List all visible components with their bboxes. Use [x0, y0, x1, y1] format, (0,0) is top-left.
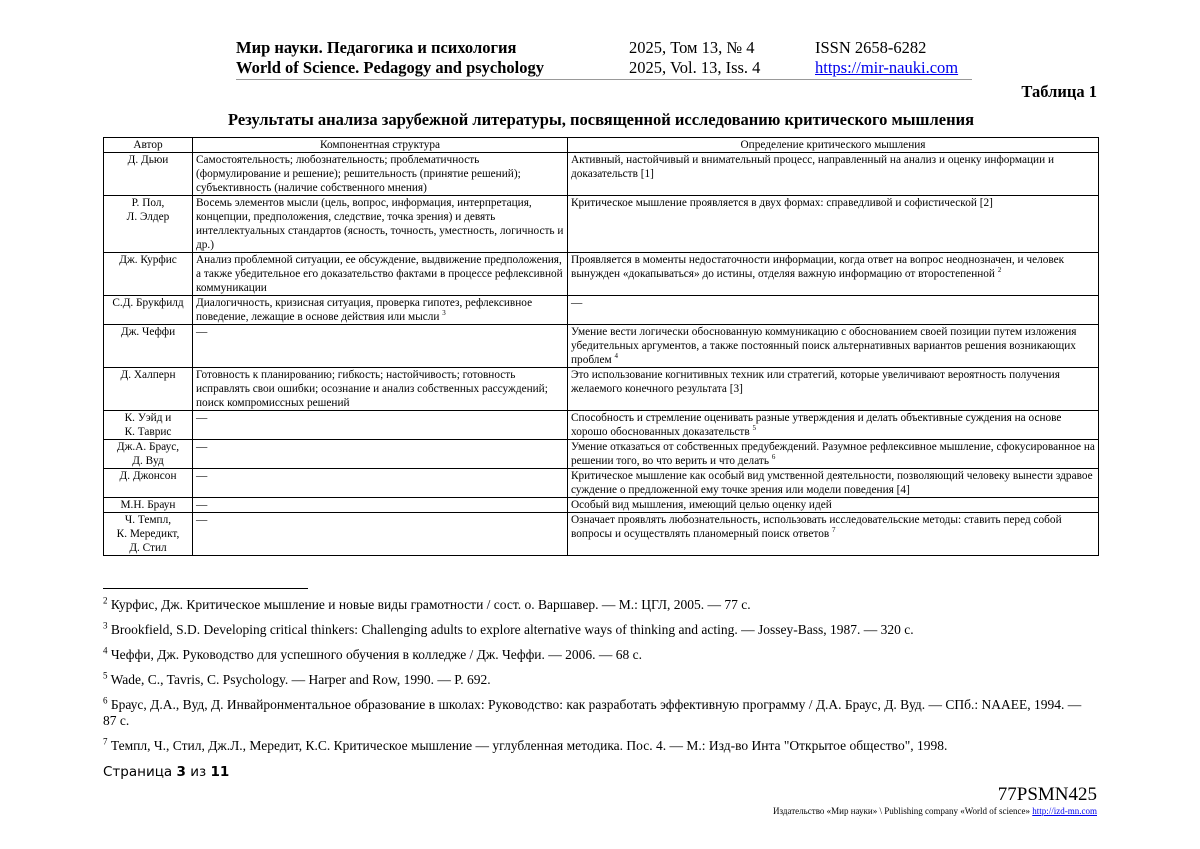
author-line: Дж.А. Браус,: [116, 441, 180, 453]
author-cell: [104, 440, 193, 469]
publisher-line: [773, 806, 1097, 816]
table-row: [104, 153, 1099, 196]
definition-cell: [568, 440, 1099, 469]
table-row: [104, 325, 1099, 368]
table-row: [104, 498, 1099, 513]
definition-cell-text: Это использование когнитивных техник или стратегий, которые увеличивают вероятность получения желаемого конечного результата [3]: [571, 369, 1060, 395]
author-cell: [104, 325, 193, 368]
journal-url-link[interactable]: https://mir-nauki.com: [815, 58, 959, 77]
structure-cell-text: Готовность к планированию; гибкость; настойчивость; готовность исправлять свои ошибки; осознание и анализ собственных рассуждений; поиск компромиссных решений: [196, 369, 548, 409]
structure-cell: [193, 411, 568, 440]
author-line: К. Мередикт,: [116, 528, 180, 540]
definition-cell: [568, 253, 1099, 296]
volume-en: 2025, Vol. 13, Iss. 4: [629, 58, 761, 77]
footnote-text: Brookfield, S.D. Developing critical thinkers: Challenging adults to explore alternative ways of thinking and acting. — Jossey-Bass, 1987. — 320 с.: [110, 622, 914, 637]
author-line: Дж. Чеффи: [120, 326, 176, 338]
structure-cell-text: —: [196, 326, 208, 338]
footnote-ref: 2: [997, 266, 1002, 275]
col-header-structure: Компонентная структура: [193, 138, 568, 153]
author-line: Дж. Курфис: [119, 254, 177, 266]
structure-cell: [193, 296, 568, 325]
table-row: [104, 196, 1099, 253]
structure-cell: [193, 513, 568, 556]
definition-cell-text: Особый вид мышления, имеющий целью оценку идей: [571, 499, 832, 511]
page-current: 3: [176, 764, 186, 780]
footnote-number: 4: [103, 645, 108, 656]
footnote-number: 7: [103, 736, 108, 747]
footnotes: [103, 597, 1098, 763]
publisher-link[interactable]: http://izd-mn.com: [1032, 806, 1097, 816]
structure-cell-text: Самостоятельность; любознательность; проблематичность (формулирование и решение); решительность (принятие решений); субъективность (наличие собственного мнения): [196, 154, 521, 194]
col-header-author: Автор: [104, 138, 193, 153]
footnote-number: 5: [103, 670, 108, 681]
page-total: 11: [210, 764, 230, 780]
structure-cell-text: Восемь элементов мысли (цель, вопрос, информация, интерпретация, концепции, предположения, следствие, точка зрения) и девять интеллектуальных стандартов (ясность, точность, уместность, логичность и др.): [196, 197, 564, 251]
journal-title-en: World of Science. Pedagogy and psychology: [236, 58, 545, 77]
footnote-ref: 6: [771, 453, 776, 462]
journal-title-ru: Мир науки. Педагогика и психология: [236, 38, 517, 57]
volume-ru: 2025, Том 13, № 4: [629, 38, 755, 57]
table-title: Результаты анализа зарубежной литературы, посвященной исследованию критического мышления: [227, 110, 975, 129]
definition-cell: [568, 513, 1099, 556]
structure-cell-text: —: [196, 499, 208, 511]
structure-cell: [193, 469, 568, 498]
definition-cell-text: Проявляется в моменты недостаточности информации, когда ответ на вопрос неоднозначен, и человек вынужден «докапываться» до истины, отделяя важную информацию от второстепенной: [571, 254, 1065, 280]
structure-cell: [193, 325, 568, 368]
definition-cell-text: Умение вести логически обоснованную коммуникацию с обоснованием своей позиции путем изложения убедительных аргументов, а также постоянный поиск альтернативных вариантов решения возникающих проблем: [571, 326, 1077, 366]
definition-cell-text: Означает проявлять любознательность, использовать исследовательские методы: ставить перед собой вопросы и осуществлять планомерный поиск ответов: [571, 514, 1062, 540]
author-line: Д. Джонсон: [119, 470, 177, 482]
journal-header: [236, 38, 972, 78]
structure-cell-text: —: [196, 441, 208, 453]
table-row: [104, 253, 1099, 296]
author-line: Д. Халперн: [120, 369, 176, 381]
author-line: С.Д. Брукфилд: [112, 297, 184, 309]
literature-table: [103, 137, 1099, 556]
footnote: [103, 697, 1098, 729]
document-code: 77PSMN425: [997, 784, 1097, 805]
structure-cell: [193, 368, 568, 411]
table-label: Таблица 1: [1021, 82, 1097, 101]
definition-cell: [568, 196, 1099, 253]
author-cell: [104, 296, 193, 325]
table-row: [104, 469, 1099, 498]
footnote-number: 6: [103, 695, 108, 706]
structure-cell-text: —: [196, 514, 208, 526]
footnote-text: Темпл, Ч., Стил, Дж.Л., Мередит, К.С. Критическое мышление — углубленная методика. Пос. 4. — М.: Изд-во Инта "Открытое общество", 1998.: [110, 738, 948, 753]
structure-cell: [193, 196, 568, 253]
structure-cell: [193, 153, 568, 196]
author-cell: [104, 196, 193, 253]
structure-cell: [193, 440, 568, 469]
definition-cell: [568, 469, 1099, 498]
definition-cell: [568, 153, 1099, 196]
footnote-text: Браус, Д.А., Вуд, Д. Инвайронментальное образование в школах: Руководство: как разработать эффективную программу / Д.А. Браус, Д. Вуд. — СПб.: NAAEE, 1994. — 87 с.: [103, 697, 1082, 728]
author-line: К. Таврис: [124, 426, 172, 438]
structure-cell-text: —: [196, 470, 208, 482]
author-cell: [104, 153, 193, 196]
author-line: К. Уэйд и: [124, 412, 172, 424]
footnote-number: 3: [103, 620, 108, 631]
table-row: [104, 368, 1099, 411]
table-header-row: [104, 138, 1099, 153]
author-line: М.Н. Браун: [120, 499, 176, 511]
definition-cell: [568, 411, 1099, 440]
footnote-text: Чеффи, Дж. Руководство для успешного обучения в колледже / Дж. Чеффи. — 2006. — 68 с.: [110, 647, 643, 662]
definition-cell-text: —: [571, 297, 583, 309]
structure-cell-text: Анализ проблемной ситуации, ее обсуждение, выдвижение предположения, а также убедительное его доказательство фактами в процессе рефлексивной коммуникации: [196, 254, 563, 294]
author-cell: [104, 498, 193, 513]
definition-cell: [568, 498, 1099, 513]
table-row: [104, 411, 1099, 440]
definition-cell: [568, 368, 1099, 411]
definition-cell: [568, 325, 1099, 368]
author-cell: [104, 513, 193, 556]
definition-cell-text: Способность и стремление оценивать разные утверждения и делать объективные суждения на основе хорошо обоснованных доказательств: [571, 412, 1062, 438]
footnote-number: 2: [103, 595, 108, 606]
structure-cell-text: —: [196, 412, 208, 424]
structure-cell-text: Диалогичность, кризисная ситуация, проверка гипотез, рефлексивное поведение, лежащие в основе действия или мысли: [196, 297, 533, 323]
definition-cell-text: Умение отказаться от собственных предубеждений. Разумное рефлексивное мышление, сфокусированное на решении того, во что верить и что делать: [571, 441, 1095, 467]
author-line: Р. Пол,: [131, 197, 165, 209]
author-cell: [104, 253, 193, 296]
definition-cell-text: Критическое мышление как особый вид умственной деятельности, позволяющий человеку вынести здравое суждение о предложенной ему точке зрения или модели поведения [4]: [571, 470, 1093, 496]
table-row: [104, 440, 1099, 469]
page-sep: из: [190, 764, 207, 780]
footnote: [103, 647, 1098, 663]
definition-cell-text: Активный, настойчивый и внимательный процесс, направленный на анализ и оценку информации и доказательств [1]: [571, 154, 1055, 180]
footnote-ref: 4: [614, 352, 618, 361]
footnote: [103, 597, 1098, 613]
header-divider: [236, 79, 972, 80]
page-number: [103, 764, 229, 780]
footnote-separator: [103, 588, 308, 589]
author-cell: [104, 411, 193, 440]
author-line: Д. Стил: [129, 542, 167, 554]
author-cell: [104, 469, 193, 498]
definition-cell-text: Критическое мышление проявляется в двух формах: справедливой и софистической [2]: [571, 197, 993, 209]
footnote: [103, 672, 1098, 688]
footnote-ref: 5: [752, 424, 756, 433]
footnote-ref: 7: [832, 526, 836, 535]
page-prefix: Страница: [103, 764, 173, 780]
author-line: Ч. Темпл,: [124, 514, 172, 526]
footnote-text: Wade, C., Tavris, C. Psychology. — Harper and Row, 1990. — P. 692.: [110, 672, 491, 687]
col-header-definition: Определение критического мышления: [568, 138, 1099, 153]
footnote: [103, 738, 1098, 754]
structure-cell: [193, 253, 568, 296]
author-line: Д. Дьюи: [127, 154, 169, 166]
structure-cell: [193, 498, 568, 513]
author-line: Л. Элдер: [126, 211, 170, 223]
footnote: [103, 622, 1098, 638]
table-row: [104, 296, 1099, 325]
author-cell: [104, 368, 193, 411]
header-row-en: [236, 58, 972, 78]
definition-cell: [568, 296, 1099, 325]
header-row-ru: [236, 38, 972, 58]
author-line: Д. Вуд: [132, 455, 164, 467]
footnote-text: Курфис, Дж. Критическое мышление и новые виды грамотности / сост. о. Варшавер. — М.: ЦГЛ, 2005. — 77 с.: [110, 597, 751, 612]
footnote-ref: 3: [442, 309, 446, 318]
publisher-text: Издательство «Мир науки» \ Publishing company «World of science»: [773, 806, 1030, 816]
issn: ISSN 2658-6282: [815, 38, 927, 57]
table-row: [104, 513, 1099, 556]
